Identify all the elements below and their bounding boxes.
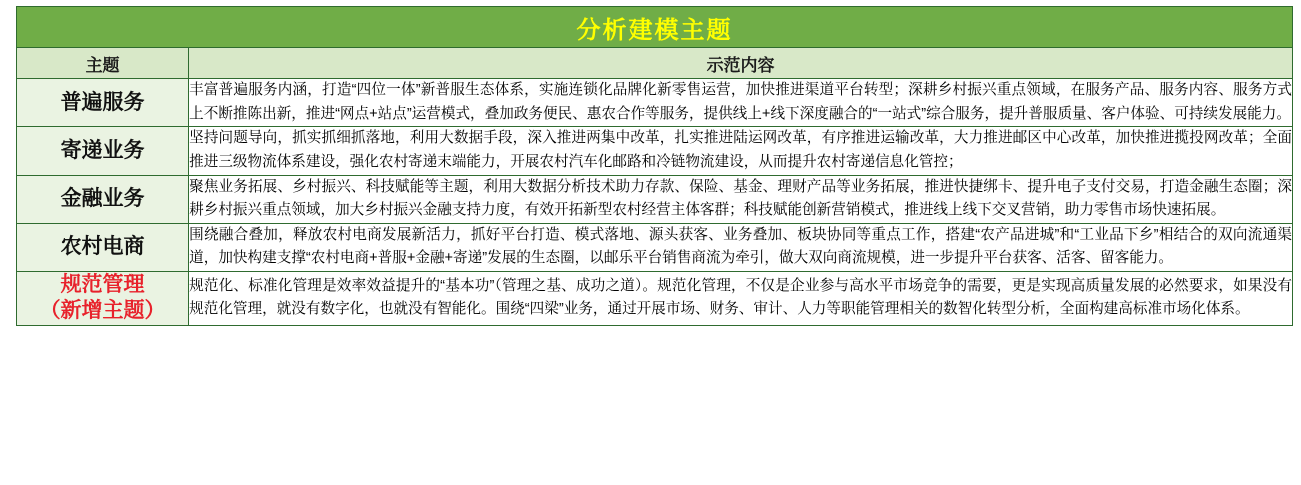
table-row	[17, 127, 1293, 175]
table-header-row	[17, 48, 1293, 79]
table-row	[17, 272, 1293, 326]
table-row	[17, 223, 1293, 271]
topic-label: 金融业务	[17, 175, 189, 223]
topic-label: 规范管理 （新增主题）	[17, 272, 189, 326]
column-header-topic: 主题	[17, 48, 189, 79]
analysis-topics-table	[16, 6, 1293, 326]
page-title: 分析建模主题	[17, 7, 1293, 48]
table-row	[17, 175, 1293, 223]
topic-content: 规范化、标准化管理是效率效益提升的“基本功”（管理之基、成功之道）。规范化管理，不仅是企业参与高水平市场竞争的需要，更是实现高质量发展的必然要求，如果没有规范化管理，就没有数字化，也就没有智能化。围绕“四梁”业务，通过开展市场、财务、审计、人力等职能管理相关的数智化转型分析，全面构建高标准市场化体系。	[189, 272, 1293, 326]
topic-content: 围绕融合叠加，释放农村电商发展新活力，抓好平台打造、模式落地、源头获客、业务叠加、板块协同等重点工作，搭建“农产品进城”和“工业品下乡”相结合的双向流通渠道，加快构建支撑“农村电商+普服+金融+寄递”发展的生态圈，以邮乐平台销售商流为牵引，做大双向商流规模，进一步提升平台获客、活客、留客能力。	[189, 223, 1293, 271]
table-title-row	[17, 7, 1293, 48]
topic-label: 寄递业务	[17, 127, 189, 175]
topic-content: 聚焦业务拓展、乡村振兴、科技赋能等主题，利用大数据分析技术助力存款、保险、基金、理财产品等业务拓展，推进快捷绑卡、提升电子支付交易，打造金融生态圈；深耕乡村振兴重点领域，加大乡村振兴金融支持力度，有效开拓新型农村经营主体客群；科技赋能创新营销模式，推进线上线下交叉营销，助力零售市场快速拓展。	[189, 175, 1293, 223]
column-header-content: 示范内容	[189, 48, 1293, 79]
table-row	[17, 79, 1293, 127]
topic-label: 农村电商	[17, 223, 189, 271]
topic-content: 坚持问题导向，抓实抓细抓落地，利用大数据手段，深入推进两集中改革，扎实推进陆运网改革，有序推进运输改革，大力推进邮区中心改革，加快推进揽投网改革；全面推进三级物流体系建设，强化农村寄递末端能力，开展农村汽车化邮路和冷链物流建设，从而提升农村寄递信息化管控；	[189, 127, 1293, 175]
topic-label: 普遍服务	[17, 79, 189, 127]
topic-content: 丰富普遍服务内涵，打造“四位一体”新普服生态体系，实施连锁化品牌化新零售运营，加快推进渠道平台转型；深耕乡村振兴重点领域，在服务产品、服务内容、服务方式上不断推陈出新，推进“网点+站点”运营模式，叠加政务便民、惠农合作等服务，提供线上+线下深度融合的“一站式”综合服务，提升普服质量、客户体验、可持续发展能力。	[189, 79, 1293, 127]
